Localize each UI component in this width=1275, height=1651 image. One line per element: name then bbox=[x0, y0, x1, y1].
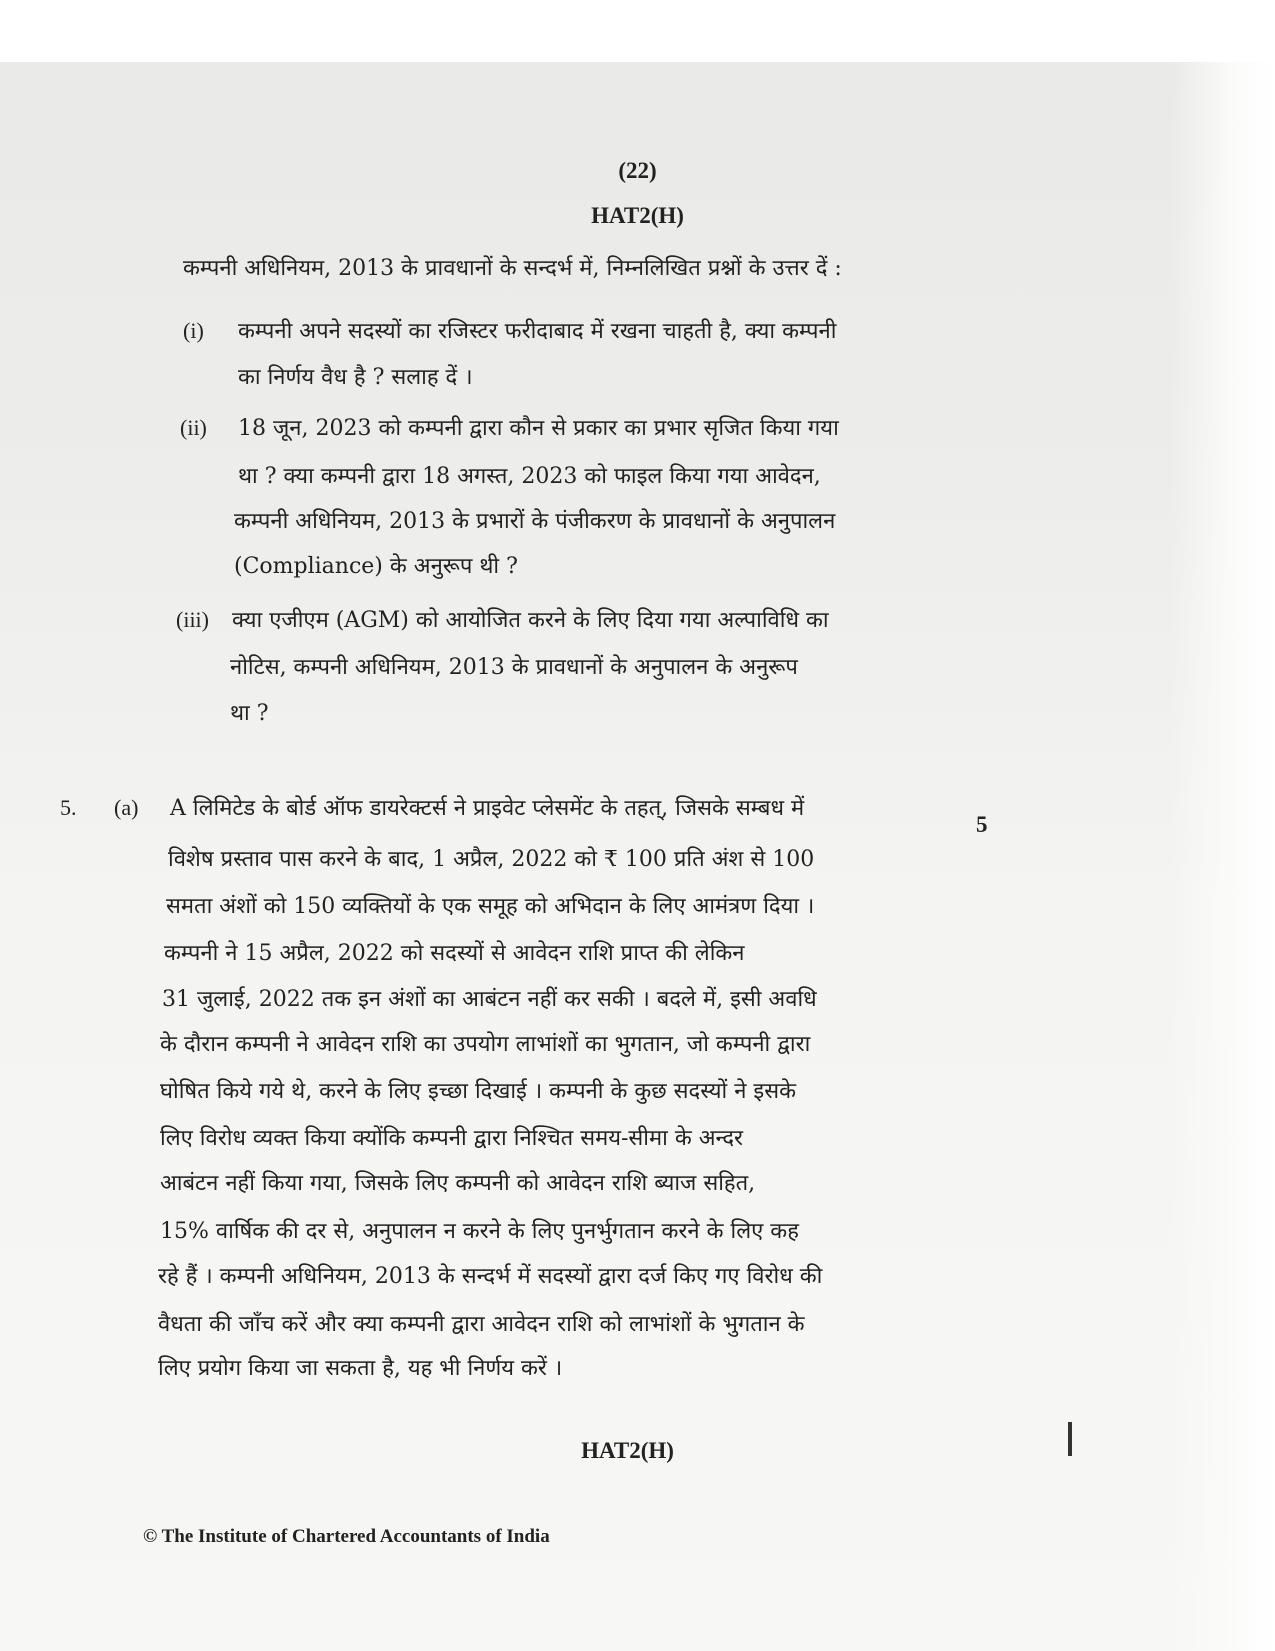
page-number: (22) bbox=[618, 158, 657, 183]
question5-line: रहे हैं । कम्पनी अधिनियम, 2013 के सन्दर्भ में सदस्यों द्वारा दर्ज किए गए विरोध की bbox=[158, 1264, 823, 1289]
question5-line: 15% वार्षिक की दर से, अनुपालन न करने के लिए पुनर्भुगतान करने के लिए कह bbox=[160, 1219, 799, 1244]
question-line: (Compliance) के अनुरूप थी ? bbox=[234, 554, 518, 579]
question5-line: कम्पनी ने 15 अप्रैल, 2022 को सदस्यों से आवेदन राशि प्राप्त की लेकिन bbox=[164, 941, 745, 966]
question-line: कम्पनी अधिनियम, 2013 के प्रभारों के पंजीकरण के प्रावधानों के अनुपालन bbox=[234, 509, 836, 534]
question5-line: वैधता की जाँच करें और क्या कम्पनी द्वारा आवेदन राशि को लाभांशों के भुगतान के bbox=[158, 1312, 805, 1337]
question5-line: के दौरान कम्पनी ने आवेदन राशि का उपयोग लाभांशों का भुगतान, जो कम्पनी द्वारा bbox=[160, 1032, 811, 1057]
page-top-edge bbox=[0, 0, 1275, 62]
sub-question-label: (ii) bbox=[180, 415, 207, 440]
question5-line: लिए प्रयोग किया जा सकता है, यह भी निर्णय करें । bbox=[158, 1356, 563, 1381]
question5-line: घोषित किये गये थे, करने के लिए इच्छा दिखाई । कम्पनी के कुछ सदस्यों ने इसके bbox=[160, 1079, 796, 1104]
question5-line: लिए विरोध व्यक्त किया क्योंकि कम्पनी द्वारा निश्चित समय-सीमा के अन्दर bbox=[160, 1126, 744, 1151]
question-line: नोटिस, कम्पनी अधिनियम, 2013 के प्रावधानों के अनुपालन के अनुरूप bbox=[230, 655, 798, 680]
question-line: कम्पनी अपने सदस्यों का रजिस्टर फरीदाबाद में रखना चाहती है, क्या कम्पनी bbox=[238, 319, 837, 344]
question5-line: आबंटन नहीं किया गया, जिसके लिए कम्पनी को आवेदन राशि ब्याज सहित, bbox=[160, 1171, 756, 1196]
intro-text: कम्पनी अधिनियम, 2013 के प्रावधानों के सन्दर्भ में, निम्नलिखित प्रश्नों के उत्तर दें : bbox=[183, 256, 842, 281]
question-line: था ? bbox=[230, 701, 269, 726]
sub-question-label: (i) bbox=[183, 318, 204, 343]
question5-line: समता अंशों को 150 व्यक्तियों के एक समूह को अभिदान के लिए आमंत्रण दिया । bbox=[166, 894, 815, 919]
question-line: क्या एजीएम (AGM) को आयोजित करने के लिए दिया गया अल्पाविधि का bbox=[232, 608, 829, 633]
copyright-notice: © The Institute of Chartered Accountants of India bbox=[143, 1526, 550, 1547]
question-line: था ? क्या कम्पनी द्वारा 18 अगस्त, 2023 को फाइल किया गया आवेदन, bbox=[238, 464, 821, 489]
question-line: का निर्णय वैध है ? सलाह दें । bbox=[238, 365, 473, 390]
question5-line: विशेष प्रस्ताव पास करने के बाद, 1 अप्रैल, 2022 को ₹ 100 प्रति अंश से 100 bbox=[168, 847, 815, 872]
question5-line: 31 जुलाई, 2022 तक इन अंशों का आबंटन नहीं कर सकी । बदले में, इसी अवधि bbox=[162, 987, 817, 1012]
question-part-label: (a) bbox=[114, 795, 139, 820]
page-right-margin bbox=[1170, 62, 1275, 1651]
question-line: 18 जून, 2023 को कम्पनी द्वारा कौन से प्रकार का प्रभार सृजित किया गया bbox=[238, 416, 839, 441]
marks-indicator: 5 bbox=[976, 812, 988, 837]
paper-code-header: HAT2(H) bbox=[591, 203, 684, 228]
sub-question-label: (iii) bbox=[176, 607, 209, 632]
paper-code-footer: HAT2(H) bbox=[581, 1438, 674, 1463]
question5-line: A लिमिटेड के बोर्ड ऑफ डायरेक्टर्स ने प्राइवेट प्लेसमेंट के तहत्, जिसके सम्बध में bbox=[170, 796, 805, 821]
question-number: 5. bbox=[60, 795, 77, 820]
